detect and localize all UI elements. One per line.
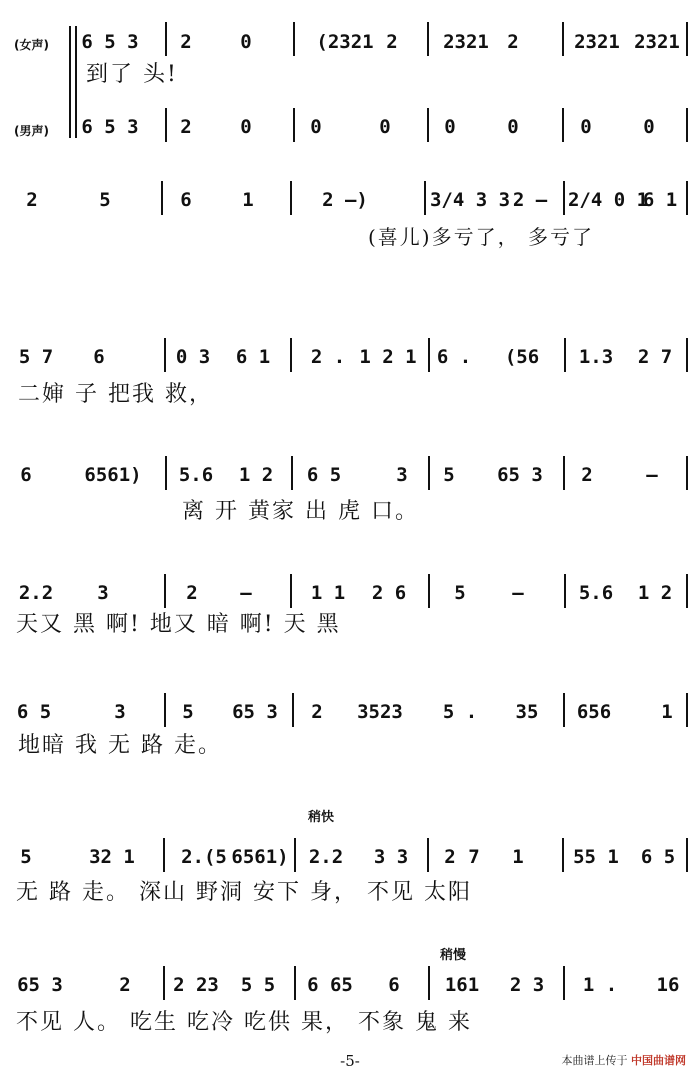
page-number: -5-	[340, 1052, 360, 1070]
bar-line	[165, 456, 167, 490]
bar-line	[427, 108, 429, 142]
bar-line	[163, 966, 165, 1000]
note-group: 2.(5	[181, 846, 227, 868]
bar-line	[294, 838, 296, 872]
bar-line	[563, 966, 565, 1000]
note-group: 2 .	[310, 346, 346, 368]
note-group: 3 3	[373, 846, 409, 868]
note-group: 1	[242, 189, 254, 211]
bar-line	[564, 338, 566, 372]
note-group: 65 3	[232, 701, 278, 723]
note-group: 6 5	[640, 846, 676, 868]
note-group: 1 2	[238, 464, 274, 486]
note-group: 3	[396, 464, 408, 486]
note-group: 3523	[357, 701, 403, 723]
note-group: (56	[504, 346, 540, 368]
bar-line	[686, 838, 688, 872]
note-group: 2	[507, 31, 519, 53]
note-group: 16	[656, 974, 680, 996]
note-group: 6 5 3	[81, 31, 139, 53]
bar-line	[686, 693, 688, 727]
note-group: 65 3	[17, 974, 63, 996]
score-system-4	[0, 460, 700, 570]
note-group: 6	[180, 189, 192, 211]
score-system-1	[0, 0, 700, 138]
lyric-line: 地暗 我 无 路 走。	[18, 733, 222, 758]
bar-line	[686, 574, 688, 608]
bar-line	[165, 22, 167, 56]
bar-line	[163, 838, 165, 872]
note-group: 6 1	[235, 346, 271, 368]
note-group: —	[646, 464, 658, 486]
note-group: 7	[468, 846, 480, 868]
note-group: 6561)	[84, 464, 142, 486]
watermark-brand: 中国曲谱网	[631, 1054, 686, 1067]
note-group: 5.6	[578, 582, 614, 604]
bar-line	[428, 966, 430, 1000]
note-group: 6 5	[16, 701, 52, 723]
note-group: 6561)	[231, 846, 289, 868]
note-group: 6 1	[642, 189, 678, 211]
bar-line	[427, 22, 429, 56]
note-group: 32 1	[89, 846, 135, 868]
bar-line	[290, 338, 292, 372]
note-group: 2	[180, 31, 192, 53]
note-group: 6	[20, 464, 32, 486]
tempo-marking: 稍慢	[440, 948, 467, 963]
note-group: 6 5	[306, 464, 342, 486]
bar-line	[294, 966, 296, 1000]
part-label-female: (女声)	[14, 38, 49, 52]
note-group: (2321	[316, 31, 374, 53]
note-group: 65 3	[497, 464, 543, 486]
bar-line	[563, 456, 565, 490]
note-group: 2.2	[18, 582, 54, 604]
score-system-2	[0, 185, 700, 295]
note-group: 35	[515, 701, 539, 723]
bar-line	[428, 338, 430, 372]
lyric-line: 二婶 子 把我 救，	[18, 382, 213, 407]
note-group: 2321	[574, 31, 620, 53]
note-group: 5	[99, 189, 111, 211]
note-group: 0	[580, 116, 592, 138]
note-group: 2 3	[509, 974, 545, 996]
note-group: —	[240, 582, 252, 604]
note-group: 1 2 1	[359, 346, 417, 368]
bar-line	[562, 838, 564, 872]
note-group: 5	[182, 701, 194, 723]
note-group: 1	[661, 701, 673, 723]
score-system-7	[0, 812, 700, 922]
note-group: 5	[20, 846, 32, 868]
note-group: 55 1	[573, 846, 619, 868]
note-group: 2 —	[512, 189, 548, 211]
note-group: 1 1	[310, 582, 346, 604]
bar-line	[424, 181, 426, 215]
note-group: —	[512, 582, 524, 604]
bar-line	[562, 108, 564, 142]
lyric-line: 到了 头!	[86, 62, 178, 87]
bar-line	[290, 574, 292, 608]
note-group: 2	[26, 189, 38, 211]
bar-line	[686, 108, 688, 142]
bar-line	[428, 574, 430, 608]
note-group: 2 6	[371, 582, 407, 604]
bar-line	[293, 22, 295, 56]
note-group: 6	[93, 346, 105, 368]
note-group: 2321	[443, 31, 489, 53]
bar-line	[165, 108, 167, 142]
bar-line	[564, 574, 566, 608]
note-group: 0 3	[175, 346, 211, 368]
bar-line	[563, 693, 565, 727]
note-group: 0	[310, 116, 322, 138]
note-group: 2 7	[637, 346, 673, 368]
note-group: 2/4 0 1	[567, 189, 649, 211]
lyric-line: 天又 黑 啊! 地又 暗 啊! 天 黑	[16, 612, 341, 637]
bar-line	[427, 838, 429, 872]
score-system-3	[0, 342, 700, 452]
note-group: 5 .	[442, 701, 478, 723]
note-group: 2	[386, 31, 398, 53]
note-group: 1.3	[578, 346, 614, 368]
bar-line	[563, 181, 565, 215]
bar-line	[562, 22, 564, 56]
note-group: 2	[119, 974, 131, 996]
bar-line	[164, 574, 166, 608]
lyric-line: 不见 人。 吃生 吃冷 吃供 果， 不象 鬼 来	[16, 1010, 472, 1035]
bar-line	[428, 456, 430, 490]
note-group: 3	[114, 701, 126, 723]
note-group: 2	[186, 582, 198, 604]
note-group: 2	[444, 846, 456, 868]
note-group: 161	[444, 974, 480, 996]
note-group: 2 23	[173, 974, 219, 996]
note-group: 5 5	[240, 974, 276, 996]
lyric-line: 离 开 黄家 出 虎 口。	[182, 499, 419, 524]
note-group: 6 65	[307, 974, 353, 996]
bar-line	[164, 693, 166, 727]
watermark	[562, 1052, 687, 1068]
lyric-line: 无 路 走。 深山 野洞 安下 身， 不见 太阳	[16, 880, 472, 905]
note-group: 3	[97, 582, 109, 604]
score-system-6	[0, 697, 700, 807]
note-group: 0	[240, 31, 252, 53]
bar-line	[293, 108, 295, 142]
bar-line	[686, 338, 688, 372]
note-group: 2	[311, 701, 323, 723]
note-group: 2	[180, 116, 192, 138]
note-group: 5	[443, 464, 455, 486]
part-label-male: (男声)	[14, 124, 49, 138]
note-group: 0	[444, 116, 456, 138]
bar-line	[686, 181, 688, 215]
note-group: 2	[581, 464, 593, 486]
note-group: 5.6	[178, 464, 214, 486]
note-group: 3/4 3 3	[429, 189, 511, 211]
note-group: 6	[388, 974, 400, 996]
note-group: 1 2	[637, 582, 673, 604]
note-group: 2321	[634, 31, 680, 53]
bar-line	[291, 456, 293, 490]
bar-line	[164, 338, 166, 372]
note-group: 2.2	[308, 846, 344, 868]
bar-line	[290, 181, 292, 215]
bar-line	[686, 22, 688, 56]
note-group: 1 .	[582, 974, 618, 996]
note-group: 0	[507, 116, 519, 138]
score-system-8	[0, 940, 700, 1050]
note-group: 0	[240, 116, 252, 138]
note-group: 6 5 3	[81, 116, 139, 138]
note-group: 656	[576, 701, 612, 723]
bar-line	[292, 693, 294, 727]
bar-line	[161, 181, 163, 215]
note-group: 2 —)	[322, 189, 368, 211]
note-group: 1	[512, 846, 524, 868]
note-group: 6 .	[436, 346, 472, 368]
watermark-prefix: 本曲谱上传于	[561, 1054, 628, 1067]
lyric-line: (喜儿)多亏了， 多亏了	[368, 225, 594, 249]
score-system-5	[0, 578, 700, 688]
bar-line	[686, 456, 688, 490]
note-group: 5 7	[18, 346, 54, 368]
note-group: 0	[643, 116, 655, 138]
note-group: 5	[454, 582, 466, 604]
tempo-marking: 稍快	[308, 810, 335, 825]
note-group: 0	[379, 116, 391, 138]
